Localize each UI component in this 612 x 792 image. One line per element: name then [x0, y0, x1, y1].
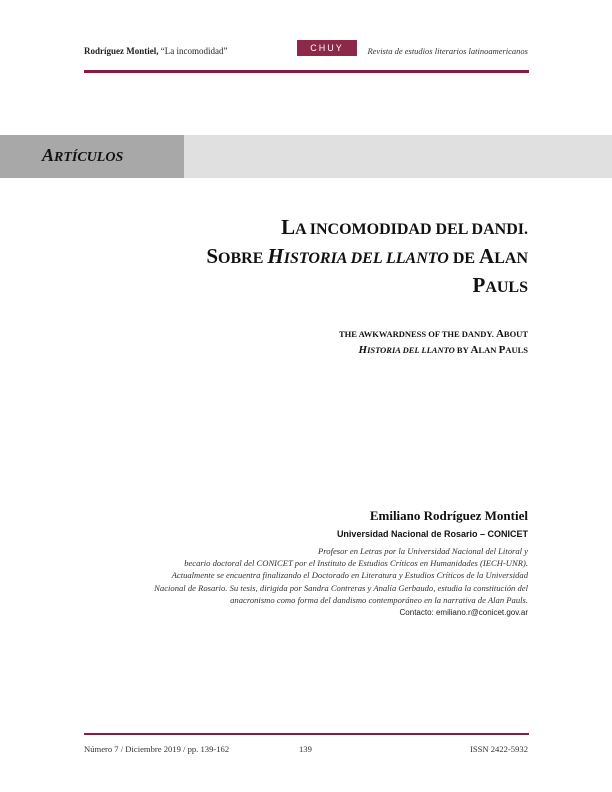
article-title: LA INCOMODIDAD DEL DANDI. SOBRE HISTORIA DEL LLANTO DE ALAN PAULS [206, 215, 528, 297]
page-number: 139 [299, 744, 312, 754]
author-affiliation: Universidad Nacional de Rosario – CONICET [336, 529, 528, 539]
section-band [0, 135, 612, 178]
header-rule [84, 70, 529, 73]
section-label-box [0, 135, 184, 178]
bio-line: Actualmente se encuentra finalizando el Doctorado en Literatura y Estudios Críticos de la Universidad [171, 570, 528, 581]
author-name: Emiliano Rodríguez Montiel [369, 508, 528, 523]
footer-rule [84, 733, 529, 735]
english-title: THE AWKWARDNESS OF THE DANDY. ABOUT HISTORIA DEL LLANTO BY ALAN PAULS [338, 328, 528, 356]
running-header-left [84, 46, 227, 56]
header-article: “La incomodidad” [160, 46, 228, 56]
journal-logo: CHUY [297, 40, 357, 56]
section-label: ARTÍCULOS [42, 145, 124, 165]
bio-line: Nacional de Rosario. Su tesis, dirigida por Sandra Contreras y Analía Gerbaudo, estudia la constitución del [154, 582, 528, 593]
bio-line: becario doctoral del CONICET por el Instituto de Estudios Críticos en Humanidades (IECH-UNR). [184, 558, 528, 569]
footer-issue: Número 7 / Diciembre 2019 / pp. 139-162 [84, 744, 230, 754]
journal-name: Revista de estudios literarios latinoamericanos [367, 46, 528, 56]
author-bio [108, 545, 528, 606]
header-author: Rodríguez Montiel, [84, 46, 159, 56]
footer-issn: ISSN 2422-5932 [469, 744, 528, 754]
author-contact: Contacto: emiliano.r@conicet.gov.ar [399, 608, 528, 617]
bio-line: anacronismo como forma del dandismo contemporáneo en la narrativa de Alan Pauls. [230, 594, 528, 605]
bio-line: Profesor en Letras por la Universidad Nacional del Litoral y [318, 546, 528, 556]
